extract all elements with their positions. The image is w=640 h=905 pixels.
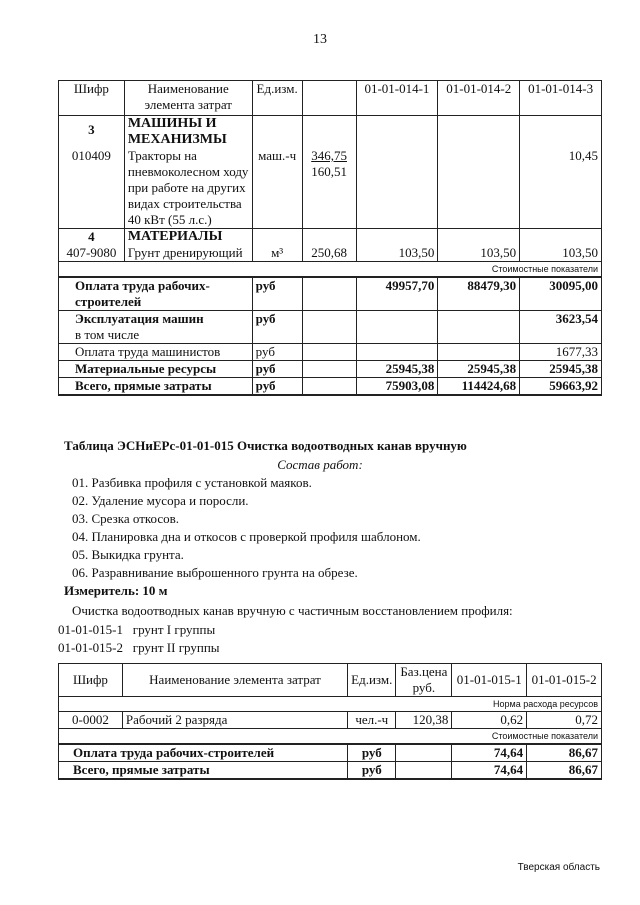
work-item: 02. Удаление мусора и поросли.: [72, 493, 249, 508]
cost-unit: руб: [252, 361, 302, 378]
description: Очистка водоотводных канав вручную с частичным восстановлением профиля:: [72, 603, 513, 618]
row-unit: м³: [252, 245, 302, 262]
cost-name: Оплата труда рабочих-строителей: [59, 277, 253, 311]
code-text: грунт I группы: [132, 622, 216, 637]
code-line: [58, 622, 215, 638]
cost-value-1: 74,64: [452, 762, 527, 780]
table-title: Таблица ЭСНиЕРс-01-01-015 Очистка водоотводных канав вручную: [64, 438, 467, 453]
row-name: Рабочий 2 разряда: [122, 712, 347, 729]
cost-value-2: [438, 327, 520, 344]
row-unit: маш.-ч: [252, 148, 302, 229]
section-row-machines: [59, 116, 602, 149]
work-item: 03. Срезка откосов.: [72, 511, 180, 526]
cost-row: [59, 311, 602, 328]
price-secondary: 160,51: [311, 164, 347, 179]
section-row-materials: [59, 229, 602, 246]
code: 01-01-015-1: [58, 622, 123, 637]
cost-unit: руб: [348, 762, 396, 780]
cost-name: в том числе: [59, 327, 253, 344]
cost-header-row: [59, 262, 602, 278]
cost-name: Оплата труда машинистов: [59, 344, 253, 361]
resource-table-014: [58, 80, 602, 396]
col-header-014-3: 01-01-014-3: [520, 81, 602, 116]
row-code: 010409: [59, 148, 125, 229]
cost-header: Стоимостные показатели: [59, 729, 602, 745]
row-value-2: 0,72: [527, 712, 602, 729]
row-price: 120,38: [396, 712, 452, 729]
table-row: [59, 712, 602, 729]
cost-row: [59, 361, 602, 378]
cost-header: Стоимостные показатели: [59, 262, 602, 278]
page-number: 13: [313, 32, 327, 47]
row-code: 407-9080: [59, 245, 125, 262]
cost-unit: руб: [252, 277, 302, 311]
cost-row: [59, 378, 602, 396]
section-title: МАТЕРИАЛЫ: [124, 229, 252, 246]
cost-value-3: 25945,38: [520, 361, 602, 378]
col-header-unit: Ед.изм.: [252, 81, 302, 116]
measure-unit: Измеритель: 10 м: [64, 583, 168, 598]
row-unit: чел.-ч: [348, 712, 396, 729]
table-header-row: [59, 81, 602, 116]
table-header-row: [59, 664, 602, 697]
code: 01-01-015-2: [58, 640, 123, 655]
cost-value-3: 30095,00: [520, 277, 602, 311]
norm-header: Норма расхода ресурсов: [59, 697, 602, 712]
price-primary: 346,75: [311, 148, 347, 163]
resource-table-015: [58, 663, 602, 780]
cost-row: [59, 327, 602, 344]
row-value-2: [438, 148, 520, 229]
cost-value-2: [438, 311, 520, 328]
row-name: Грунт дренирующий: [124, 245, 252, 262]
row-price: 250,68: [302, 245, 356, 262]
cost-value-2: 88479,30: [438, 277, 520, 311]
col-header-price: Баз.цена руб.: [396, 664, 452, 697]
cost-name: Материальные ресурсы: [59, 361, 253, 378]
cost-name: Всего, прямые затраты: [59, 378, 253, 396]
row-value-1: 103,50: [356, 245, 438, 262]
section-number: 3: [59, 116, 125, 149]
cost-unit: [252, 327, 302, 344]
cost-value-1: 75903,08: [356, 378, 438, 396]
cost-name: Эксплуатация машин: [59, 311, 253, 328]
cost-row: [59, 762, 602, 780]
col-header-price: [302, 81, 356, 116]
row-value-1: [356, 148, 438, 229]
cost-name: Всего, прямые затраты: [59, 762, 348, 780]
cost-name: Оплата труда рабочих-строителей: [59, 744, 348, 762]
works-heading: Состав работ:: [277, 457, 363, 472]
work-item: 06. Разравнивание выброшенного грунта на обрезе.: [72, 565, 358, 580]
col-header-015-1: 01-01-015-1: [452, 664, 527, 697]
row-value-1: 0,62: [452, 712, 527, 729]
cost-unit: руб: [252, 311, 302, 328]
cost-value-2: 86,67: [527, 744, 602, 762]
cost-unit: руб: [252, 344, 302, 361]
col-header-015-2: 01-01-015-2: [527, 664, 602, 697]
col-header-unit: Ед.изм.: [348, 664, 396, 697]
row-name: Тракторы на пневмоколесном ходу при работе на других видах строительства 40 кВт (55 л.с.): [124, 148, 252, 229]
table-row: [59, 148, 602, 229]
cost-header-row: [59, 729, 602, 745]
col-header-code: Шифр: [59, 664, 123, 697]
section-number: 4: [59, 229, 125, 246]
row-price: [302, 148, 356, 229]
cost-value-2: 25945,38: [438, 361, 520, 378]
row-code: 0-0002: [59, 712, 123, 729]
work-item: 05. Выкидка грунта.: [72, 547, 184, 562]
cost-value-2: [438, 344, 520, 361]
col-header-code: Шифр: [59, 81, 125, 116]
norm-header-row: [59, 697, 602, 712]
cost-value-2: 114424,68: [438, 378, 520, 396]
cost-value-3: 3623,54: [520, 311, 602, 328]
cost-value-3: [520, 327, 602, 344]
footer-region: Тверская область: [517, 862, 600, 873]
cost-row: [59, 344, 602, 361]
cost-unit: руб: [348, 744, 396, 762]
col-header-014-1: 01-01-014-1: [356, 81, 438, 116]
cost-unit: руб: [252, 378, 302, 396]
col-header-name: Наименование элемента затрат: [124, 81, 252, 116]
code-text: грунт II группы: [132, 640, 220, 655]
cost-value-1: 74,64: [452, 744, 527, 762]
cost-value-3: 59663,92: [520, 378, 602, 396]
cost-value-1: 25945,38: [356, 361, 438, 378]
row-value-3: 10,45: [520, 148, 602, 229]
cost-row: [59, 744, 602, 762]
section-title: МАШИНЫ И МЕХАНИЗМЫ: [124, 116, 252, 149]
work-item: 01. Разбивка профиля с установкой маяков.: [72, 475, 312, 490]
table-row: [59, 245, 602, 262]
work-item: 04. Планировка дна и откосов с проверкой профиля шаблоном.: [72, 529, 421, 544]
code-line: [58, 640, 220, 656]
cost-value-2: 86,67: [527, 762, 602, 780]
cost-row: [59, 277, 602, 311]
cost-value-1: 49957,70: [356, 277, 438, 311]
row-value-3: 103,50: [520, 245, 602, 262]
col-header-name: Наименование элемента затрат: [122, 664, 347, 697]
row-value-2: 103,50: [438, 245, 520, 262]
cost-value-1: [356, 311, 438, 328]
cost-value-3: 1677,33: [520, 344, 602, 361]
col-header-014-2: 01-01-014-2: [438, 81, 520, 116]
cost-value-1: [356, 344, 438, 361]
cost-value-1: [356, 327, 438, 344]
